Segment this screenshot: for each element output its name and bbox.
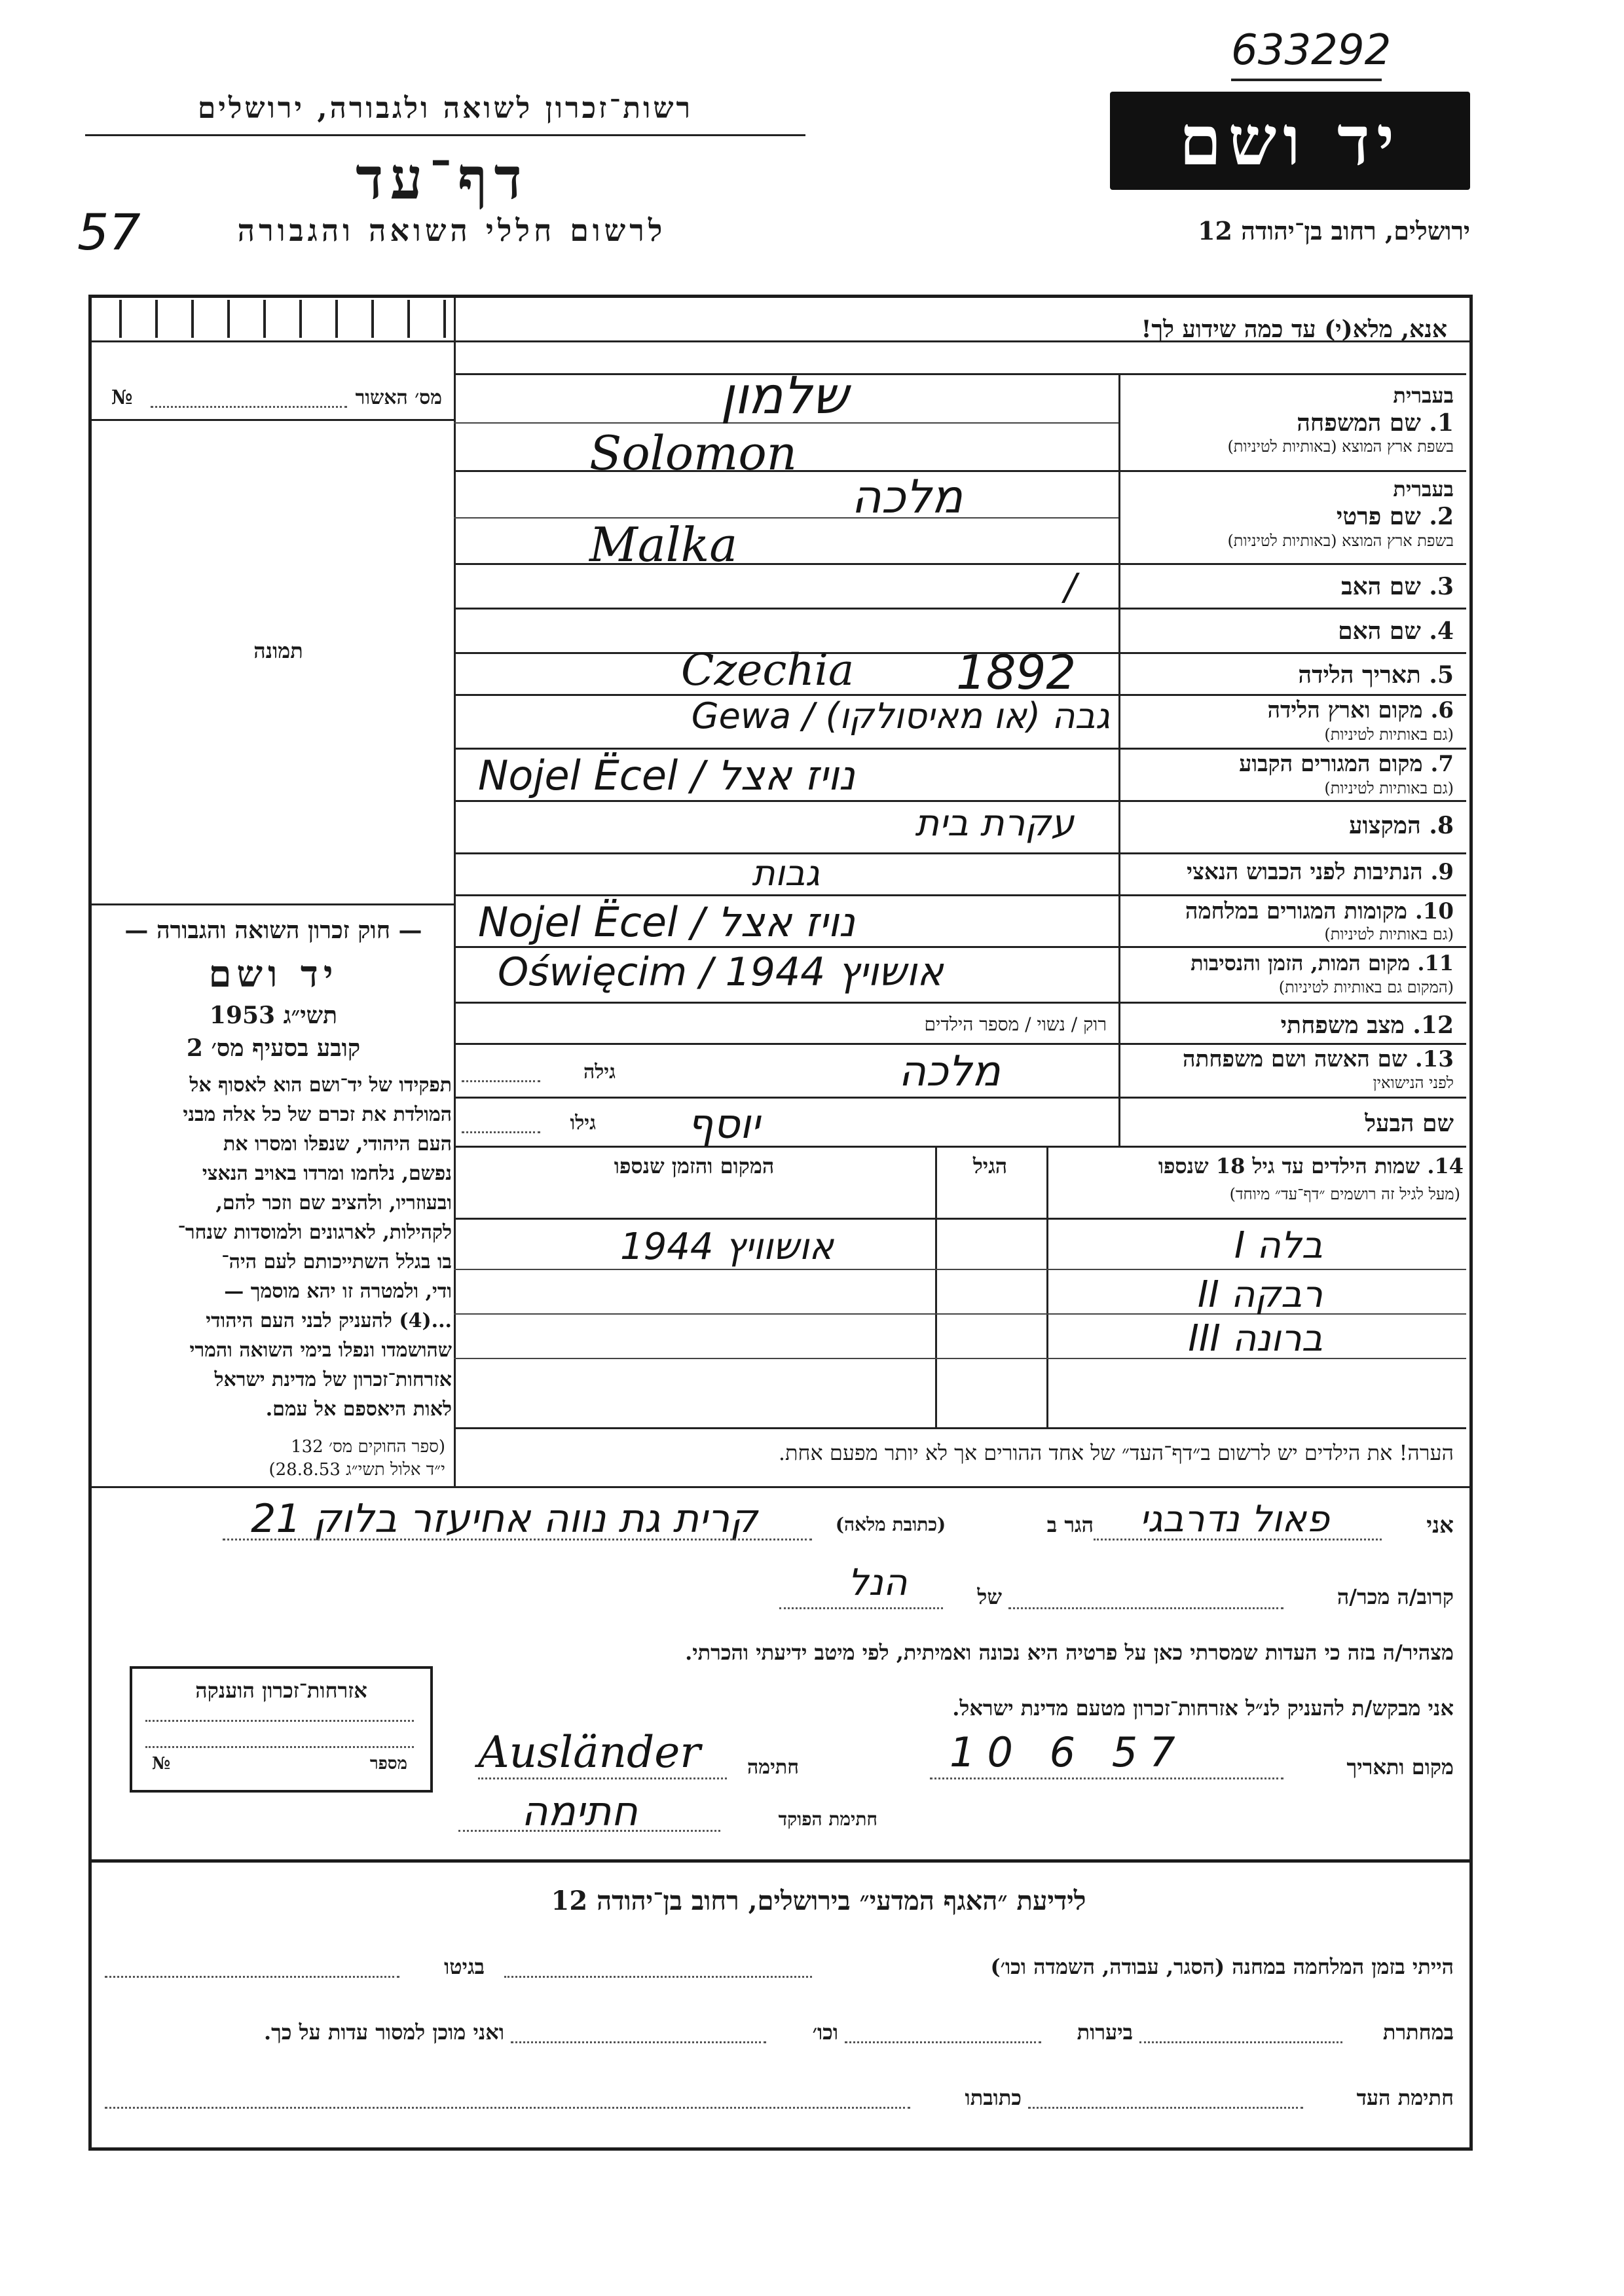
- field-7-num: 7.: [1430, 751, 1454, 777]
- corner-mark: 57: [77, 203, 141, 261]
- field-12-num: 12.: [1412, 1011, 1454, 1039]
- field-2-label-text: שם פרטי: [1336, 503, 1421, 530]
- citizenship-number-label: מספר: [369, 1754, 407, 1774]
- law-text-line: ...(4) להעניק לבני העם היהודי: [206, 1309, 452, 1332]
- bottom-heading: לידיעת ״האגף המדעי״ בירושלים, רחוב בן־יהודה 12: [551, 1886, 1086, 1916]
- archive-number-underline: [1231, 79, 1382, 81]
- law-text-line: לאות היאספם אל עמם.: [265, 1398, 452, 1421]
- hw-surname-lat: Solomon: [589, 426, 798, 481]
- law-ref-2: י״ד אלול תשי״ג 28.8.53): [268, 1460, 445, 1480]
- hw-place: Ausländer: [478, 1727, 701, 1777]
- logo-text: יד ושם: [1179, 100, 1401, 181]
- wife-age-label: גילה: [583, 1061, 616, 1084]
- children-num: 14.: [1427, 1154, 1464, 1178]
- field-7-sub: (גם באותיות לטיניות): [1324, 779, 1454, 797]
- law-text-line: המולדת את זכרם של כל אלה מבני: [183, 1103, 452, 1126]
- bottom-section-divider: [92, 1859, 1469, 1863]
- decl-statement: מצהיר/ה בזה כי העדות שמסרתי כאן על פרטיה היא נכונה ואמיתית, לפי מיטב ידיעתי והכרתי.: [685, 1640, 1454, 1665]
- field-5-label: [1126, 661, 1454, 689]
- field-5-num: 5.: [1429, 661, 1454, 689]
- decl-officer: חתימת הפוקד: [778, 1808, 877, 1830]
- hw-occupation: עקרת בית: [915, 802, 1074, 845]
- child-1-place: אושוויץ 1944: [620, 1226, 834, 1268]
- field-11-label-text: מקום המות, הזמן והנסיבות: [1190, 951, 1411, 975]
- bottom-line1: הייתי בזמן המלחמה במחנה (הסגר, עבודה, השמדה וכו׳): [990, 1954, 1454, 1979]
- field-8-label: [1126, 812, 1454, 839]
- field-7-label: [1126, 751, 1454, 777]
- hw-birthplace: Gewa / גבה (או מאיסולקו): [691, 695, 1110, 737]
- field-1-label: [1126, 409, 1454, 437]
- husband-age-label: גילו: [570, 1112, 596, 1135]
- field-11-num: 11.: [1417, 951, 1454, 975]
- citizenship-number: [152, 1754, 407, 1774]
- husband-label: שם הבעל: [1365, 1110, 1454, 1137]
- field-6-num: 6.: [1430, 697, 1454, 723]
- field-3-label: [1126, 573, 1454, 600]
- field-1-label-text: שם המשפחה: [1297, 409, 1421, 437]
- decl-resides: הגר ב: [1046, 1512, 1094, 1537]
- photo-label: תמונה: [253, 638, 303, 663]
- decl-request: אני מבקש/ת להעניק לנ״ל אזרחות־זכרון מטעם מדינת ישראל.: [952, 1696, 1454, 1721]
- header-address: ירושלים, רחוב בן־יהודה 12: [1198, 216, 1470, 246]
- photo-divider: [92, 903, 454, 905]
- field-11-label: [1123, 951, 1454, 975]
- decl-i: אני: [1426, 1512, 1454, 1539]
- law-title: — חוק זכרון השואה והגבורה —: [124, 917, 422, 944]
- bottom-etc: וכו׳: [812, 2020, 838, 2045]
- field-9-label: [1126, 859, 1454, 885]
- decl-relative: קרוב/ה מכר/ה: [1337, 1584, 1454, 1609]
- child-2-name: II רבקה: [1197, 1273, 1323, 1316]
- citizenship-no: №: [152, 1754, 171, 1774]
- law-name: יד ושם: [208, 953, 339, 996]
- law-ref-1: (ספר החוקים מס׳ 132: [291, 1437, 445, 1457]
- field-2-label: [1126, 503, 1454, 530]
- children-title-text: שמות הילדים עד גיל 18 שנספו: [1158, 1154, 1420, 1178]
- field-9-label-text: הנתיבות לפני הכבוש הנאצי: [1187, 859, 1423, 885]
- hw-surname-heb: שלמון: [720, 367, 849, 426]
- field-8-num: 8.: [1429, 812, 1454, 839]
- bottom-underground: במחתרת: [1382, 2020, 1454, 2045]
- cert-no: №: [111, 386, 133, 409]
- hw-wartime: Nojel Ëcel / נויז אצל: [478, 898, 855, 946]
- law-text-line: אזרחות־זכרון של מדינת ישראל: [214, 1368, 452, 1391]
- field-4-label-text: שם האם: [1338, 617, 1421, 645]
- field-1-num: 1.: [1429, 409, 1454, 437]
- hw-husband: יוסף: [687, 1100, 760, 1148]
- citizenship-title: אזרחות־זכרון הוענקה: [195, 1678, 367, 1703]
- field-1-heb: בעברית: [1393, 383, 1454, 408]
- cert-dots: [151, 406, 347, 408]
- law-text-line: תפקידו של יד־ושם הוא לאסוף אל: [189, 1074, 452, 1097]
- field-5-label-text: תאריך הלידה: [1298, 661, 1421, 689]
- hw-wife: מלכה: [898, 1048, 1001, 1096]
- children-place-col: המקום והזמן שנספו: [614, 1154, 775, 1178]
- field-10-label-text: מקומות המגורים במלחמה: [1185, 898, 1407, 924]
- field-3-num: 3.: [1429, 573, 1454, 600]
- field-6-sub: (גם באותיות לטיניות): [1324, 725, 1454, 744]
- field-1-sub: בשפת ארץ המוצא (באותיות לטיניות): [1227, 437, 1454, 456]
- child-1-name: I בלה: [1234, 1224, 1323, 1267]
- field-3-label-text: שם האב: [1341, 573, 1421, 600]
- field-7-label-text: מקום המגורים הקבוע: [1239, 751, 1423, 777]
- citizenship-box: [130, 1666, 433, 1793]
- marital-options: רוק / נשוי / מספר הילדים: [924, 1013, 1107, 1035]
- field-2-num: 2.: [1429, 503, 1454, 530]
- hw-pre-war: גבות: [752, 852, 820, 894]
- field-13-label-text: שם האשה ושם משפחתה: [1183, 1046, 1407, 1072]
- field-11-sub: (המקום גם באותיות לטיניות): [1278, 978, 1454, 996]
- hw-first-heb: מלכה: [851, 470, 963, 524]
- field-4-label: [1126, 617, 1454, 645]
- hw-birth-country: Czechia: [681, 645, 855, 695]
- form-title: דף־עד: [356, 144, 528, 212]
- field-13-sub: לפני הנישואין: [1373, 1074, 1454, 1092]
- law-text-line: נפשם, נלחמו ומרדו באויב הנאצי: [202, 1162, 452, 1185]
- field-6-label-text: מקום וארץ הלידה: [1267, 697, 1423, 723]
- law-text-line: שהושמדו ונפלו בימי השואה והמרי: [189, 1339, 452, 1362]
- field-9-num: 9.: [1430, 859, 1454, 885]
- label-column-divider: [1118, 373, 1120, 1146]
- child-3-name: III ברונה: [1188, 1317, 1323, 1360]
- bottom-witness-sig: חתימת העד: [1356, 2085, 1454, 2110]
- field-4-num: 4.: [1429, 617, 1454, 645]
- law-text-line: ודי, ולמטרה זו יהא מוסמך —: [224, 1280, 452, 1303]
- note: הערה! את הילדים יש לרשום ב״דף־העד״ של אחד ההורים אך לא יותר מפעם אחת.: [778, 1440, 1454, 1465]
- children-age-col: הגיל: [972, 1154, 1008, 1178]
- field-13-num: 13.: [1414, 1046, 1454, 1072]
- decl-of: של: [977, 1584, 1002, 1609]
- authority-underline: [85, 134, 805, 136]
- field-10-label: [1123, 898, 1454, 924]
- authority-line: רשות־זכרון לשואה ולגבורה, ירושלים: [197, 92, 693, 125]
- intro-text: אנא, מלא(י) עד כמה שידוע לך!: [1141, 316, 1447, 343]
- law-text-block: [98, 1070, 452, 1424]
- hw-date: 10 6 57: [950, 1728, 1187, 1776]
- hw-witness-name: פאול נדרבגי: [1139, 1498, 1329, 1540]
- cert-label-text: מס׳ האשור: [355, 386, 442, 409]
- hw-residence: Nojel Ëcel / נויז אצל: [478, 752, 855, 799]
- field-10-num: 10.: [1414, 898, 1454, 924]
- left-column-divider: [454, 298, 456, 1486]
- law-year: תשי״ג 1953: [209, 1002, 338, 1029]
- field-13-label: [1123, 1046, 1454, 1072]
- field-12-label: [1123, 1011, 1454, 1039]
- field-10-sub: (גם באותיות לטיניות): [1324, 925, 1454, 943]
- hw-first-lat: Malka: [589, 517, 738, 572]
- hw-officer-signature: חתימה: [521, 1787, 638, 1835]
- decl-place-date: מקום ותאריך: [1346, 1755, 1454, 1779]
- law-text-line: לקהילות, לארגונים ולמוסדות שנחר־: [177, 1221, 452, 1244]
- field-2-sub: בשפת ארץ המוצא (באותיות לטיניות): [1227, 532, 1454, 550]
- bottom-ghetto: בגיטו: [444, 1954, 485, 1979]
- law-text-line: ובעוזריו, ולהציב שם וזכר להם,: [215, 1192, 452, 1214]
- field-12-label-text: מצב משפחתי: [1280, 1011, 1405, 1039]
- bottom-ready: ואני מוכן למסור עדות על כך.: [263, 2020, 504, 2045]
- law-clause: קובע בסעיף מס׳ 2: [186, 1034, 361, 1062]
- hw-relation: הנל: [847, 1561, 908, 1604]
- field-2-heb: בעברית: [1393, 477, 1454, 501]
- children-title: [1054, 1154, 1464, 1178]
- hw-witness-address: קרית גת נווה אחיעזר בלוק 21: [251, 1496, 758, 1542]
- bottom-forests: ביערות: [1077, 2020, 1133, 2045]
- hw-father: /: [1064, 566, 1077, 609]
- hw-death: Oświęcim / אושויץ 1944: [498, 949, 944, 995]
- logo: [1110, 92, 1470, 190]
- form-subtitle: לרשום חללי השואה והגבורה: [237, 213, 667, 248]
- decl-signature: חתימה: [747, 1756, 799, 1779]
- hw-birth-year: 1892: [956, 645, 1077, 700]
- field-8-label-text: המקצוע: [1349, 812, 1421, 839]
- field-6-label: [1126, 697, 1454, 723]
- bottom-address: כתובתו: [965, 2085, 1022, 2110]
- archive-number: 633292: [1231, 26, 1392, 75]
- law-text-line: בו בגלל השתייכותם לעם היה־: [221, 1250, 452, 1273]
- cert-divider: [92, 419, 454, 421]
- children-sub: (מעל לגיל זה רושמים ״דף־עד״ מיוחד): [1229, 1185, 1460, 1203]
- law-text-line: העם היהודי, שנפלו ומסרו את: [223, 1133, 452, 1156]
- decl-full-address: (כתובת מלאה): [835, 1514, 946, 1535]
